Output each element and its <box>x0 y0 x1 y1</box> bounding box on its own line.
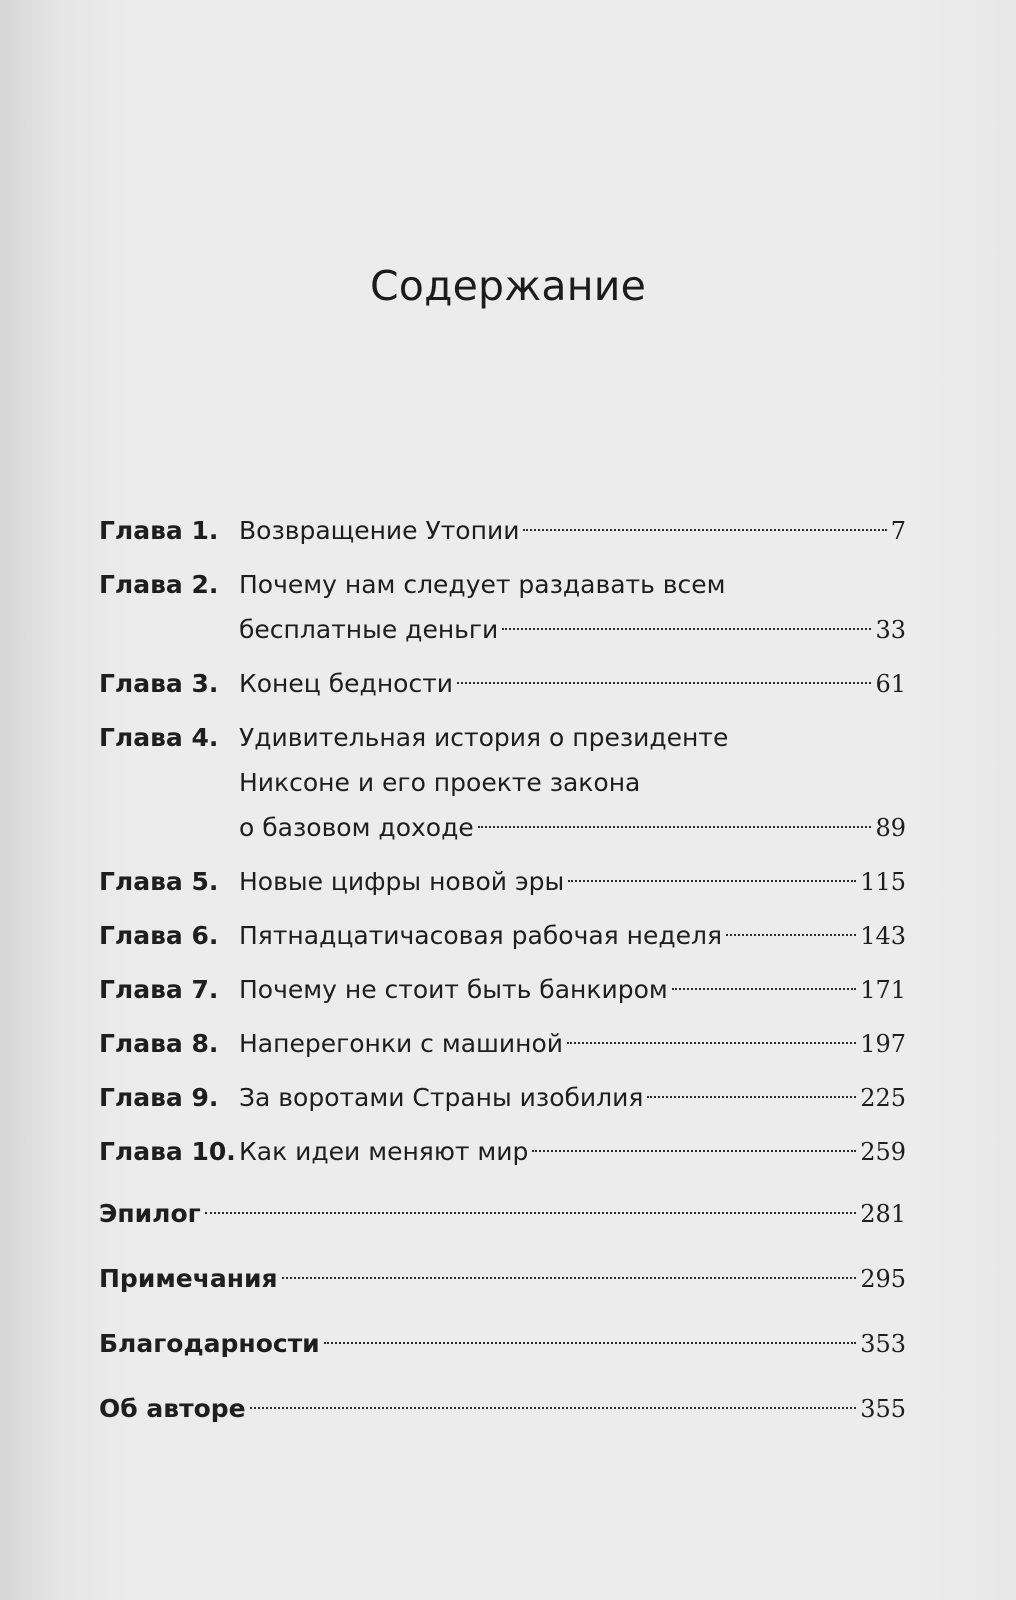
entry-body <box>99 1386 906 1432</box>
entry-body <box>99 1321 906 1367</box>
dot-leader <box>532 1150 856 1152</box>
chapter-label: Глава 8. <box>99 1029 219 1058</box>
page-number: 197 <box>860 1030 906 1058</box>
chapter-label: Глава 10. <box>99 1137 236 1166</box>
chapter-label: Глава 3. <box>99 669 219 698</box>
toc-entry-chapter[interactable] <box>99 1129 906 1175</box>
page-number: 61 <box>875 670 906 698</box>
page-number: 7 <box>890 517 906 545</box>
chapter-title: о базовом доходе <box>239 813 474 842</box>
entry-body <box>239 661 906 707</box>
entry-body <box>239 1021 906 1067</box>
toc-entry-chapter[interactable] <box>99 913 906 959</box>
chapter-title: За воротами Страны изобилия <box>239 1083 644 1112</box>
toc-entry-back-matter[interactable] <box>99 1386 906 1432</box>
chapter-label: Глава 2. <box>99 570 219 599</box>
page-number: 259 <box>860 1138 906 1166</box>
table-of-contents <box>99 508 906 1451</box>
entry-body <box>239 508 906 554</box>
toc-entry-chapter[interactable] <box>99 967 906 1013</box>
back-matter-line <box>99 1256 906 1302</box>
entry-body <box>99 1256 906 1302</box>
chapter-title-last-line <box>239 1075 906 1121</box>
chapter-title-last-line <box>239 607 906 653</box>
chapter-title-line: Почему нам следует раздавать всем <box>239 570 726 599</box>
chapter-title-last-line <box>239 913 906 959</box>
page-number: 281 <box>860 1200 906 1228</box>
dot-leader <box>250 1407 857 1409</box>
toc-entry-chapter[interactable] <box>99 661 906 707</box>
page-number: 295 <box>860 1265 906 1293</box>
page-number: 143 <box>860 922 906 950</box>
chapter-title: Как идеи меняют мир <box>239 1137 529 1166</box>
dot-leader <box>523 529 886 531</box>
chapter-label: Глава 5. <box>99 867 219 896</box>
chapter-title-last-line <box>239 1021 906 1067</box>
page-number: 171 <box>860 976 906 1004</box>
chapter-title-last-line <box>239 1129 906 1175</box>
chapter-title-last-line <box>239 805 906 851</box>
toc-entry-chapter[interactable] <box>99 508 906 554</box>
toc-entry-back-matter[interactable] <box>99 1191 906 1237</box>
entry-body <box>99 1191 906 1237</box>
page-number: 225 <box>860 1084 906 1112</box>
back-matter-line <box>99 1191 906 1237</box>
page-number: 353 <box>860 1330 906 1358</box>
chapter-title: Пятнадцатичасовая рабочая неделя <box>239 921 723 950</box>
chapter-title: бесплатные деньги <box>239 615 499 644</box>
back-matter-title: Об авторе <box>99 1394 246 1423</box>
entry-body <box>239 562 906 653</box>
chapter-label: Глава 7. <box>99 975 219 1004</box>
toc-entry-chapter[interactable] <box>99 859 906 905</box>
page-number: 33 <box>875 616 906 644</box>
dot-leader <box>502 628 871 630</box>
back-matter-title: Эпилог <box>99 1199 201 1228</box>
back-matter-title: Примечания <box>99 1264 278 1293</box>
back-matter-line <box>99 1321 906 1367</box>
page-number: 89 <box>875 814 906 842</box>
chapter-title-last-line <box>239 967 906 1013</box>
dot-leader <box>672 988 856 990</box>
entry-body <box>239 715 906 851</box>
page-title: Содержание <box>369 262 647 310</box>
entry-body <box>239 1075 906 1121</box>
entry-body <box>239 967 906 1013</box>
chapter-title: Наперегонки с машиной <box>239 1029 564 1058</box>
back-matter-line <box>99 1386 906 1432</box>
dot-leader <box>647 1096 856 1098</box>
chapter-title-last-line <box>239 661 906 707</box>
toc-entry-chapter[interactable] <box>99 1075 906 1121</box>
dot-leader <box>478 826 872 828</box>
entry-body <box>239 1129 906 1175</box>
entry-body <box>239 859 906 905</box>
chapter-title-last-line <box>239 508 906 554</box>
toc-entry-chapter[interactable] <box>99 715 906 851</box>
chapter-label: Глава 9. <box>99 1083 219 1112</box>
chapter-title: Новые цифры новой эры <box>239 867 565 896</box>
toc-entry-chapter[interactable] <box>99 1021 906 1067</box>
dot-leader <box>205 1212 857 1214</box>
page-number: 115 <box>860 868 906 896</box>
toc-entry-chapter[interactable] <box>99 562 906 653</box>
chapter-label: Глава 4. <box>99 723 219 752</box>
dot-leader <box>457 682 871 684</box>
dot-leader <box>567 1042 856 1044</box>
chapter-label: Глава 1. <box>99 516 219 545</box>
chapter-title: Возвращение Утопии <box>239 516 520 545</box>
entry-body <box>239 913 906 959</box>
chapter-title: Конец бедности <box>239 669 454 698</box>
back-matter-title: Благодарности <box>99 1329 320 1358</box>
toc-entry-back-matter[interactable] <box>99 1256 906 1302</box>
dot-leader <box>726 934 856 936</box>
chapter-title-line: Удивительная история о президенте <box>239 723 729 752</box>
page-number: 355 <box>860 1395 906 1423</box>
chapter-title-last-line <box>239 859 906 905</box>
chapter-label: Глава 6. <box>99 921 219 950</box>
chapter-title: Почему не стоит быть банкиром <box>239 975 668 1004</box>
dot-leader <box>324 1342 856 1344</box>
chapter-title-line: Никсоне и его проекте закона <box>239 768 641 797</box>
dot-leader <box>282 1277 857 1279</box>
toc-entry-back-matter[interactable] <box>99 1321 906 1367</box>
dot-leader <box>568 880 856 882</box>
